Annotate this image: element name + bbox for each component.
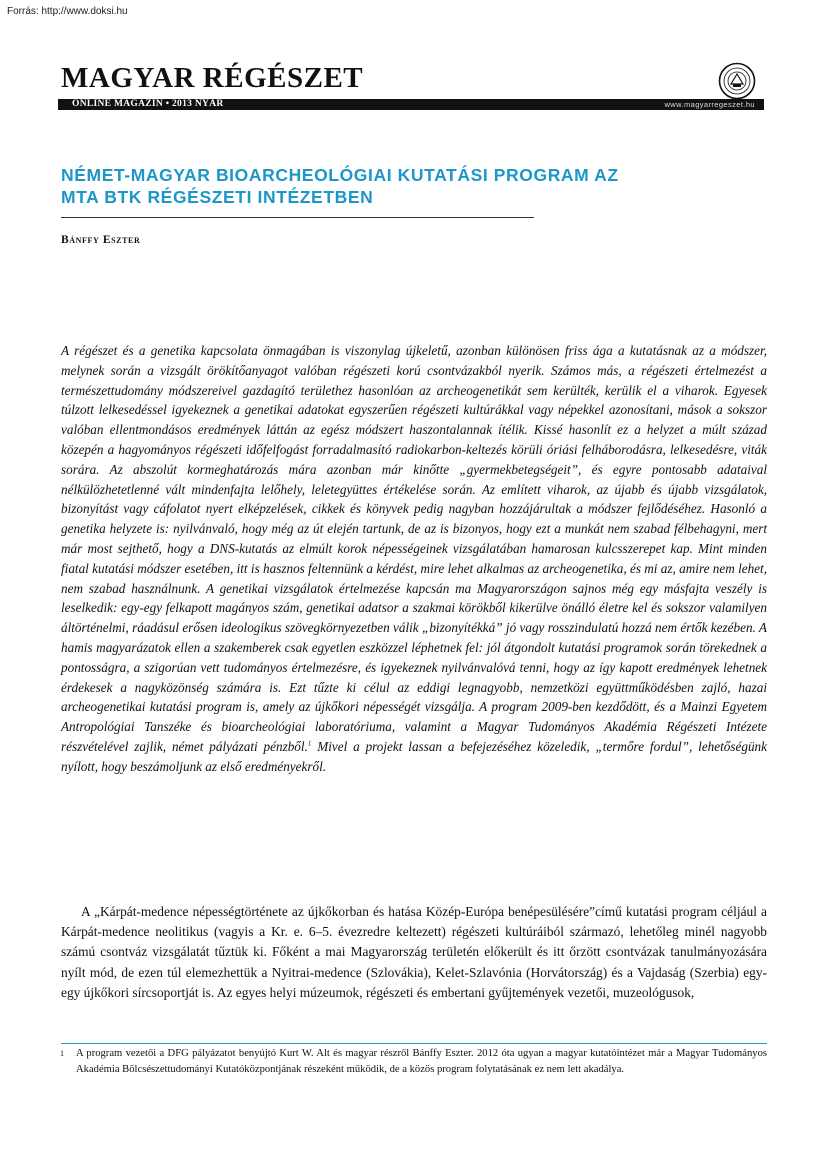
article-title: NÉMET-MAGYAR BIOARCHEOLÓGIAI KUTATÁSI PROGRAM AZ MTA BTK RÉGÉSZETI INTÉZETBEN (61, 165, 619, 207)
source-url: Forrás: http://www.doksi.hu (7, 6, 128, 17)
footnote-text: A program vezetői a DFG pályázatot benyújtó Kurt W. Alt és magyar részről Bánffy Eszter. 2012 óta ugyan a magyar kutatóintézet már a Magyar Tudományos Akadémia Bölcsészettudományi Kutatóközpontjának részeként működik, de a közös program folytatásának ez nem lett akadálya. (76, 1048, 767, 1076)
magazine-subtitle: ONLINE MAGAZIN • 2013 NYÁR (72, 99, 224, 109)
abstract (61, 341, 767, 777)
footnote-number: 1 (60, 1049, 64, 1058)
body-paragraph: A „Kárpát-medence népességtörténete az újkőkorban és hatása Közép-Európa benépesülésére”című kutatási program céljául a Kárpát-medence neolitikus (vagyis a Kr. e. 6–5. évezredre keltezett) régészeti kultúráiból származó, lehetőleg minél nagyobb számú csontváz vizsgálatát tűztük ki. Főként a mai Magyarország területén előkerült és itt őrzött csontvázak tanulmányozására nyílt mód, de ezen túl elemezhettük a Nyitrai-medence (Szlovákia), Kelet-Szlavónia (Horvátország) és a Vajdaság (Szerbia) egy-egy újkőkori sírcsoportját is. Az egyes helyi múzeumok, régészeti és embertani gyűjtemények vezetői, muzeológusok, (61, 904, 767, 1000)
footnote-marker[interactable]: 1 (307, 739, 312, 748)
magazine-url: www.magyarregeszet.hu (664, 100, 755, 109)
seal-logo-icon (718, 62, 756, 100)
footnote (60, 1046, 767, 1079)
magazine-title: MAGYAR RÉGÉSZET (61, 62, 364, 94)
abstract-end-text: Mivel a projekt lassan a befejezéséhez közeledik, „termőre fordul”, lehetőségünk nyílott, hogy beszámoljunk az első eredményekről. (61, 738, 767, 774)
title-divider (61, 217, 534, 218)
author-name: Bánffy Eszter (61, 234, 141, 246)
footnote-divider (61, 1043, 767, 1044)
abstract-text: A régészet és a genetika kapcsolata önmagában is viszonylag újkeletű, azonban különösen friss ága a kutatásnak az a módszer, melynek során a vizsgált örökítőanyagot valóban régészeti korú csontvázakból nyerik. Számos más, a régészeti értelmezést a természettudomány módszereivel gazdagító területhez hasonlóan az archeogenetikát sem kerülték, kerülik el a viharok. Egyesek túlzott lelkesedéssel igyekeznek a genetikai adatokat egyszerűen régészeti kultúrákkal vagy népekkel azonosítani, mások a sokszor valóban ellentmondásos eredmények láttán az egész módszert haszontalannak ítélik. Kissé hasonlít ez a helyzet a múlt század közepén a hagyományos régészeti időfelfogást forradalmasító radiokarbon-keltezés körüli óriási felháborodásra, lelkesedésre, viták sorára. Az abszolút kormeghatározás mára azonban már kinőtte „gyermekbetegségeit”, és egyre pontosabb adataival nélkülözhetetlenné vált mindenfajta lelőhely, leletegyüttes értékelése során. Az említett viharok, az újabb és újabb vizsgálatok, bizonyítást vagy cáfolatot nyert elképzelések, cikkek és könyvek pedig nagyban hozzájárultak a módszer fejlődéséhez. Hasonló a genetika helyzete is: nyilvánvaló, hogy még az út elején tartunk, de az is bizonyos, hogy ezt a munkát nem szabad félbehagyni, mert már most sejthető, hogy a DNS-kutatás az elmúlt korok népességeinek vizsgálatában hamarosan kulcsszerepet kap. Mint minden fiatal kutatási módszer esetében, itt is hasznos feltennünk a kérdést, mire lehet alkalmas az archeogenetika, és mi az, amire nem lehet, nem szabad használnunk. A genetikai vizsgálatok értelmezése kapcsán ma Magyarországon sajnos még egy másfajta veszély is leselkedik: egy-egy felkapott magányos szám, genetikai adatsor a szakmai körökből kikerülve önálló életre kel és sokszor valamilyen áltörténelmi, ráadásul erősen ideologikus szövegkörnyezetben válik „bizonyítékká” jó vagy rosszindulatú hozzá nem értők kezében. A hamis magyarázatok ellen a szakemberek csak egyetlen eszközzel léphetnek fel: jól átgondolt kutatási programok során törekednek a pontosságra, a szigorúan vett tudományos értelmezésre, és igyekeznek nyilvánvalóvá tenni, hogy az így kapott eredmények lehetnek érdekesek a nagyközönség számára is. Ezt tűzte ki célul az eddigi legnagyobb, nemzetközi együttműködésben zajló, hazai archeogenetikai kutatási program is, amely az újkőkori népességét vizsgálja. A program 2009-ben kezdődött, és a Mainzi Egyetem Antropológiai Tanszéke és bioarcheológiai laboratóriuma, valamint a Magyar Tudományos Akadémia Régészeti Intézete részvételével zajlik, német pályázati pénzből. (61, 343, 767, 754)
